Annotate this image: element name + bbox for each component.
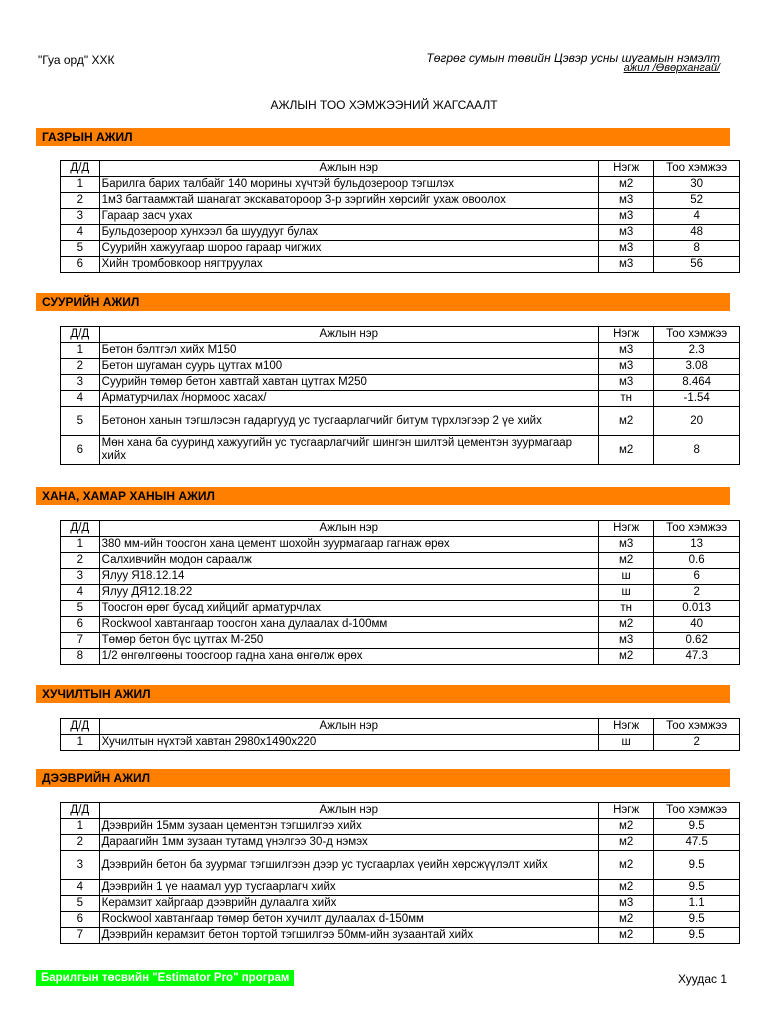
row-quantity: 48 (654, 225, 740, 241)
row-name: Гараар засч ухах (99, 209, 598, 225)
row-unit: тн (598, 601, 653, 617)
col-name-header: Ажлын нэр (99, 161, 598, 177)
row-name: Дээврийн бетон ба зуурмаг тэгшилгээн дээр ус тусгаарлах үеийн хөрсжүүлэлт хийх (99, 851, 598, 880)
row-name: Rockwool хавтангаар тоосгон хана дулаалах d-100мм (99, 617, 598, 633)
col-name-header: Ажлын нэр (99, 327, 598, 343)
row-quantity: 8 (654, 241, 740, 257)
row-number: 1 (61, 177, 100, 193)
row-number: 4 (61, 225, 100, 241)
row-unit: м2 (598, 880, 653, 896)
section-title: ХАНА, ХАМАР ХАНЫН АЖИЛ (36, 487, 730, 505)
row-name: Салхивчийн модон сараалж (99, 553, 598, 569)
table-row (61, 735, 740, 751)
row-name: Суурийн төмөр бетон хавтгай хавтан цутгах М250 (99, 375, 598, 391)
row-unit: м2 (598, 177, 653, 193)
row-number: 6 (61, 912, 100, 928)
row-quantity: 30 (654, 177, 740, 193)
row-name: Тоосгон өрөг бусад хийцийг арматурчлах (99, 601, 598, 617)
row-quantity: 2 (654, 735, 740, 751)
col-number-header: Д/Д (61, 719, 100, 735)
row-number: 5 (61, 407, 100, 436)
row-name: 1/2 өнгөлгөөны тоосгоор гадна хана өнгөлж өрөх (99, 649, 598, 665)
row-quantity: 20 (654, 407, 740, 436)
row-quantity: 13 (654, 537, 740, 553)
table-row (61, 193, 740, 209)
company-name: "Гуа орд" ХХК (38, 53, 115, 67)
col-number-header: Д/Д (61, 803, 100, 819)
col-unit-header: Нэгж (598, 521, 653, 537)
row-number: 6 (61, 436, 100, 465)
row-unit: м3 (598, 537, 653, 553)
row-quantity: 56 (654, 257, 740, 273)
row-unit: м2 (598, 553, 653, 569)
document-title: АЖЛЫН ТОО ХЭМЖЭЭНИЙ ЖАГСААЛТ (270, 98, 498, 112)
table-header-row (61, 521, 740, 537)
col-unit-header: Нэгж (598, 327, 653, 343)
col-name-header: Ажлын нэр (99, 521, 598, 537)
row-name: Мөн хана ба сууринд хажуугийн ус тусгаарлагчийг шингэн шилтэй цементэн зуурмагаар хийх (99, 436, 598, 465)
row-unit: м3 (598, 193, 653, 209)
row-unit: м2 (598, 649, 653, 665)
section-title: СУУРИЙН АЖИЛ (36, 293, 730, 311)
table-row (61, 375, 740, 391)
row-number: 2 (61, 553, 100, 569)
row-unit: м3 (598, 257, 653, 273)
row-number: 1 (61, 537, 100, 553)
row-quantity: 0.62 (654, 633, 740, 649)
section-title: ДЭЭВРИЙН АЖИЛ (36, 769, 730, 787)
row-unit: м3 (598, 225, 653, 241)
row-unit: ш (598, 735, 653, 751)
row-quantity: 9.5 (654, 819, 740, 835)
table-header-row (61, 327, 740, 343)
table-row (61, 359, 740, 375)
row-number: 5 (61, 601, 100, 617)
col-number-header: Д/Д (61, 521, 100, 537)
table-row (61, 553, 740, 569)
row-name: Ялуу ДЯ12.18.22 (99, 585, 598, 601)
row-unit: ш (598, 585, 653, 601)
row-name: Арматурчилах /нормоос хасах/ (99, 391, 598, 407)
row-number: 1 (61, 735, 100, 751)
row-unit: м3 (598, 359, 653, 375)
col-quantity-header: Тоо хэмжээ (654, 719, 740, 735)
row-quantity: 1.1 (654, 896, 740, 912)
page-number: Хуудас 1 (677, 972, 727, 986)
table-row (61, 617, 740, 633)
row-quantity: 6 (654, 569, 740, 585)
row-name: Хийн тромбовкоор нягтруулах (99, 257, 598, 273)
row-number: 5 (61, 896, 100, 912)
row-unit: м2 (598, 912, 653, 928)
row-number: 6 (61, 617, 100, 633)
row-unit: м3 (598, 241, 653, 257)
row-quantity: 9.5 (654, 912, 740, 928)
table-row (61, 819, 740, 835)
row-number: 2 (61, 193, 100, 209)
row-name: Хучилтын нүхтэй хавтан 2980х1490х220 (99, 735, 598, 751)
col-quantity-header: Тоо хэмжээ (654, 521, 740, 537)
row-quantity: 2.3 (654, 343, 740, 359)
row-quantity: 47.5 (654, 835, 740, 851)
col-unit-header: Нэгж (598, 719, 653, 735)
row-number: 8 (61, 649, 100, 665)
table-row (61, 585, 740, 601)
table-row (61, 177, 740, 193)
row-name: Бетонон ханын тэгшлэсэн гадаргууд ус тусгаарлагчийг битум түрхлэгээр 2 үе хийх (99, 407, 598, 436)
col-number-header: Д/Д (61, 161, 100, 177)
col-unit-header: Нэгж (598, 803, 653, 819)
row-number: 2 (61, 359, 100, 375)
row-unit: м2 (598, 617, 653, 633)
table-row (61, 407, 740, 436)
col-name-header: Ажлын нэр (99, 803, 598, 819)
row-unit: м3 (598, 343, 653, 359)
program-badge: Барилгын төсвийн "Estimator Pro" програм (36, 970, 294, 986)
col-quantity-header: Тоо хэмжээ (654, 161, 740, 177)
table-row (61, 569, 740, 585)
table-row (61, 225, 740, 241)
table-row (61, 391, 740, 407)
row-name: Дараагийн 1мм зузаан тутамд үнэлгээ 30-д нэмэх (99, 835, 598, 851)
row-quantity: 3.08 (654, 359, 740, 375)
row-name: Барилга барих талбайг 140 морины хүчтэй бульдозероор тэгшлэх (99, 177, 598, 193)
work-table (60, 326, 740, 465)
row-unit: м2 (598, 835, 653, 851)
table-row (61, 436, 740, 465)
row-number: 6 (61, 257, 100, 273)
row-name: Дээврийн керамзит бетон тортой тэгшилгээ 50мм-ийн зузаантай хийх (99, 928, 598, 944)
table-row (61, 835, 740, 851)
row-quantity: 0.013 (654, 601, 740, 617)
row-number: 3 (61, 851, 100, 880)
row-quantity: 2 (654, 585, 740, 601)
row-name: Rockwool хавтангаар төмөр бетон хучилт дулаалах d-150мм (99, 912, 598, 928)
table-row (61, 537, 740, 553)
work-table (60, 520, 740, 665)
row-unit: м2 (598, 928, 653, 944)
row-number: 3 (61, 569, 100, 585)
table-header-row (61, 803, 740, 819)
row-name: Бетон бэлтгэл хийх М150 (99, 343, 598, 359)
table-row (61, 257, 740, 273)
work-table (60, 160, 740, 273)
col-number-header: Д/Д (61, 327, 100, 343)
section-title: ХУЧИЛТЫН АЖИЛ (36, 685, 730, 703)
row-name: Бетон шугаман суурь цутгах м100 (99, 359, 598, 375)
row-name: 380 мм-ийн тоосгон хана цемент шохойн зуурмагаар гагнаж өрөх (99, 537, 598, 553)
row-name: 1м3 багтаамжтай шанагат экскаватороор 3-р зэргийн хөрсийг ухаж овоолох (99, 193, 598, 209)
row-unit: м2 (598, 819, 653, 835)
row-unit: м2 (598, 851, 653, 880)
row-number: 4 (61, 391, 100, 407)
col-name-header: Ажлын нэр (99, 719, 598, 735)
row-number: 5 (61, 241, 100, 257)
row-quantity: 52 (654, 193, 740, 209)
col-unit-header: Нэгж (598, 161, 653, 177)
row-quantity: 4 (654, 209, 740, 225)
table-row (61, 649, 740, 665)
table-row (61, 896, 740, 912)
table-row (61, 633, 740, 649)
row-name: Суурийн хажуугаар шороо гараар чигжих (99, 241, 598, 257)
table-header-row (61, 719, 740, 735)
row-name: Керамзит хайргаар дээврийн дулаалга хийх (99, 896, 598, 912)
table-row (61, 209, 740, 225)
table-row (61, 928, 740, 944)
row-number: 7 (61, 928, 100, 944)
row-quantity: 0.6 (654, 553, 740, 569)
row-name: Ялуу Я18.12.14 (99, 569, 598, 585)
row-number: 2 (61, 835, 100, 851)
row-quantity: 9.5 (654, 928, 740, 944)
row-quantity: -1.54 (654, 391, 740, 407)
row-number: 3 (61, 375, 100, 391)
row-number: 1 (61, 819, 100, 835)
row-name: Бульдозероор хунхээл ба шуудууг булах (99, 225, 598, 241)
table-row (61, 851, 740, 880)
row-quantity: 9.5 (654, 880, 740, 896)
table-header-row (61, 161, 740, 177)
work-table (60, 802, 740, 944)
row-unit: тн (598, 391, 653, 407)
col-quantity-header: Тоо хэмжээ (654, 327, 740, 343)
section-title: ГАЗРЫН АЖИЛ (36, 128, 730, 146)
row-unit: м3 (598, 633, 653, 649)
table-row (61, 601, 740, 617)
row-quantity: 9.5 (654, 851, 740, 880)
row-number: 7 (61, 633, 100, 649)
row-unit: ш (598, 569, 653, 585)
table-row (61, 343, 740, 359)
project-name (360, 52, 720, 75)
row-name: Төмөр бетон бүс цутгах М-250 (99, 633, 598, 649)
table-row (61, 241, 740, 257)
row-number: 1 (61, 343, 100, 359)
project-line-2: ажил /Өвөрхангай/ (623, 62, 720, 74)
row-quantity: 40 (654, 617, 740, 633)
row-number: 3 (61, 209, 100, 225)
table-row (61, 880, 740, 896)
row-number: 4 (61, 585, 100, 601)
row-quantity: 47.3 (654, 649, 740, 665)
row-quantity: 8.464 (654, 375, 740, 391)
row-name: Дээврийн 15мм зузаан цементэн тэгшилгээ хийх (99, 819, 598, 835)
row-unit: м3 (598, 896, 653, 912)
row-unit: м2 (598, 436, 653, 465)
row-name: Дээврийн 1 үе наамал уур тусгаарлагч хийх (99, 880, 598, 896)
row-unit: м2 (598, 407, 653, 436)
col-quantity-header: Тоо хэмжээ (654, 803, 740, 819)
table-row (61, 912, 740, 928)
row-quantity: 8 (654, 436, 740, 465)
row-unit: м3 (598, 375, 653, 391)
row-unit: м3 (598, 209, 653, 225)
work-table (60, 718, 740, 751)
row-number: 4 (61, 880, 100, 896)
project-line-1: Төгрөг сумын төвийн Цэвэр усны шугамын нэмэлт (426, 51, 720, 65)
